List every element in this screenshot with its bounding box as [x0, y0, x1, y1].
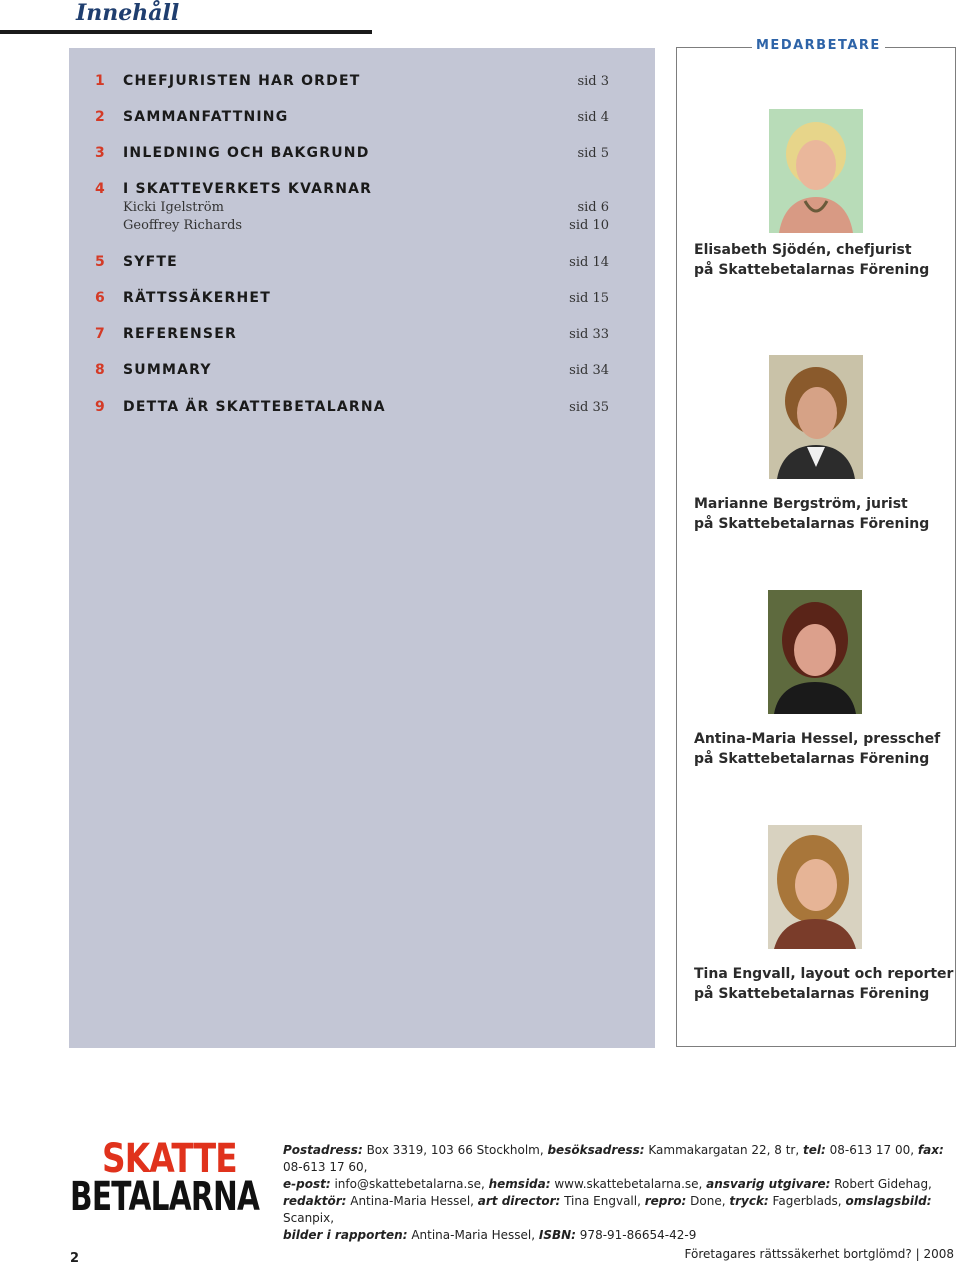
staff-name-role: Tina Engvall, layout och reporter — [694, 966, 954, 982]
colophon-value[interactable]: www.skattebetalarna.se, — [550, 1177, 707, 1191]
staff-caption — [694, 964, 956, 1004]
colophon-value: Antina-Maria Hessel, — [407, 1228, 539, 1242]
toc-subitem-page: sid 6 — [577, 200, 609, 215]
toc-number: 2 — [95, 109, 105, 125]
colophon-label: ISBN: — [538, 1228, 576, 1242]
colophon-value: 08-613 17 00, — [825, 1143, 918, 1157]
toc-number: 4 — [95, 181, 105, 197]
colophon-value: Kammakargatan 22, 8 tr, — [644, 1143, 803, 1157]
colophon-value: Box 3319, 103 66 Stockholm, — [362, 1143, 548, 1157]
table-of-contents — [69, 48, 655, 1048]
toc-title: DETTA ÄR SKATTEBETALARNA — [123, 399, 386, 415]
toc-title: SUMMARY — [123, 362, 212, 378]
colophon — [283, 1142, 951, 1244]
page-footer: Företagares rättssäkerhet bortglömd? | 2008 — [684, 1247, 954, 1261]
colophon-label: besöksadress: — [547, 1143, 645, 1157]
toc-row-6[interactable] — [69, 290, 655, 312]
toc-title: I SKATTEVERKETS KVARNAR — [123, 181, 373, 197]
colophon-label: repro: — [644, 1194, 687, 1208]
toc-page: sid 3 — [577, 74, 609, 89]
toc-page: sid 4 — [577, 110, 609, 125]
toc-page: sid 5 — [577, 146, 609, 161]
staff-organisation: på Skattebetalarnas Förening — [694, 262, 930, 278]
page-heading: Innehåll — [76, 0, 180, 26]
toc-row-2[interactable] — [69, 109, 655, 131]
toc-row-7[interactable] — [69, 326, 655, 348]
colophon-label: ansvarig utgivare: — [706, 1177, 831, 1191]
toc-row-1[interactable] — [69, 73, 655, 95]
colophon-value: 978-91-86654-42-9 — [575, 1228, 697, 1242]
colophon-label: omslagsbild: — [845, 1194, 932, 1208]
colophon-value: Done, — [686, 1194, 730, 1208]
colophon-label: art director: — [477, 1194, 561, 1208]
toc-page: sid 35 — [569, 400, 609, 415]
colophon-label: bilder i rapporten: — [283, 1228, 408, 1242]
toc-title: RÄTTSSÄKERHET — [123, 290, 271, 306]
colophon-label: tel: — [802, 1143, 826, 1157]
colophon-label: e-post: — [283, 1177, 331, 1191]
toc-title: REFERENSER — [123, 326, 237, 342]
toc-number: 3 — [95, 145, 105, 161]
toc-number: 9 — [95, 399, 105, 415]
toc-page: sid 15 — [569, 291, 609, 306]
toc-subitem-page: sid 10 — [569, 218, 609, 233]
toc-subitem-author[interactable]: Geoffrey Richards — [123, 218, 243, 233]
toc-page: sid 33 — [569, 327, 609, 342]
colophon-value: Robert Gidehag, — [830, 1177, 932, 1191]
colophon-label: Postadress: — [283, 1143, 363, 1157]
toc-row-9[interactable] — [69, 399, 655, 421]
colophon-value: 08-613 17 60, — [283, 1160, 368, 1174]
toc-row-8[interactable] — [69, 362, 655, 384]
toc-row-3[interactable] — [69, 145, 655, 167]
logo-line-1: SKATTE — [102, 1136, 237, 1182]
toc-number: 5 — [95, 254, 105, 270]
toc-title: INLEDNING OCH BAKGRUND — [123, 145, 370, 161]
toc-page: sid 14 — [569, 255, 609, 270]
portrait-photo — [768, 590, 862, 714]
portrait-photo — [768, 825, 862, 949]
toc-page: sid 34 — [569, 363, 609, 378]
page-number: 2 — [70, 1251, 80, 1266]
toc-title: SYFTE — [123, 254, 178, 270]
heading-rule — [0, 30, 372, 34]
portrait-photo — [769, 109, 863, 233]
toc-number: 1 — [95, 73, 105, 89]
colophon-label: tryck: — [729, 1194, 769, 1208]
colophon-value: Tina Engvall, — [560, 1194, 645, 1208]
toc-number: 7 — [95, 326, 105, 342]
colophon-label: fax: — [917, 1143, 944, 1157]
toc-title: CHEFJURISTEN HAR ORDET — [123, 73, 361, 89]
skattebetalarna-logo — [70, 1136, 270, 1220]
staff-name-role: Marianne Bergström, jurist — [694, 496, 908, 512]
toc-number: 6 — [95, 290, 105, 306]
staff-organisation: på Skattebetalarnas Förening — [694, 751, 930, 767]
portrait-photo — [769, 355, 863, 479]
toc-row-5[interactable] — [69, 254, 655, 276]
colophon-value: Antina-Maria Hessel, — [346, 1194, 478, 1208]
staff-caption — [694, 729, 956, 769]
staff-organisation: på Skattebetalarnas Förening — [694, 986, 930, 1002]
staff-label: MEDARBETARE — [752, 38, 885, 53]
toc-subitem-author[interactable]: Kicki Igelström — [123, 200, 224, 215]
colophon-value[interactable]: info@skattebetalarna.se, — [330, 1177, 489, 1191]
staff-name-role: Antina-Maria Hessel, presschef — [694, 731, 941, 747]
colophon-label: hemsida: — [488, 1177, 551, 1191]
colophon-label: redaktör: — [283, 1194, 347, 1208]
toc-number: 8 — [95, 362, 105, 378]
staff-name-role: Elisabeth Sjödén, chefjurist — [694, 242, 912, 258]
toc-title: SAMMANFATTNING — [123, 109, 289, 125]
staff-caption — [694, 240, 956, 280]
logo-line-2: BETALARNA — [70, 1174, 260, 1220]
colophon-value: Scanpix, — [283, 1211, 335, 1225]
staff-organisation: på Skattebetalarnas Förening — [694, 516, 930, 532]
staff-caption — [694, 494, 956, 534]
colophon-value: Fagerblads, — [768, 1194, 846, 1208]
